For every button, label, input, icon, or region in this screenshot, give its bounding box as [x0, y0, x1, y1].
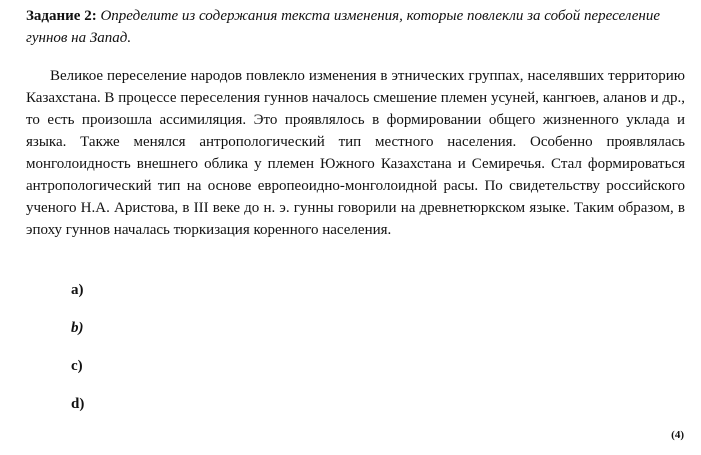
task-block [26, 5, 686, 49]
answer-list [71, 279, 84, 431]
marks-indicator: (4) [671, 429, 684, 441]
task-instruction: Определите из содержания текста изменения, которые повлекли за собой переселение гуннов на Запад. [26, 8, 661, 46]
answer-label-a: a) [71, 282, 84, 298]
answer-label-b: b) [71, 320, 84, 336]
answer-label-d: d) [71, 396, 85, 412]
answer-label-c: c) [71, 358, 83, 374]
task-label: Задание 2: [26, 8, 97, 24]
reading-passage: Великое переселение народов повлекло изменения в этнических группах, населявших территорию Казахстана. В процессе переселения гуннов началось смешение племен усуней, кангюев, аланов и др., то есть произошла ассимиляция. Это проявлялось в формировании общего жизненного уклада и языка. Также менялся антропологический тип местного населения. Особенно проявлялась монголоидность внешнего облика у племен Южного Казахстана и Семиречья. Стал формироваться антропологический тип на основе европеоидно-монголоидной расы. По свидетельству российского ученого Н.А. Аристова, в III веке до н. э. гунны говорили на древнетюркском языке. Таким образом, в эпоху гуннов началась тюркизация коренного населения. [26, 68, 685, 238]
